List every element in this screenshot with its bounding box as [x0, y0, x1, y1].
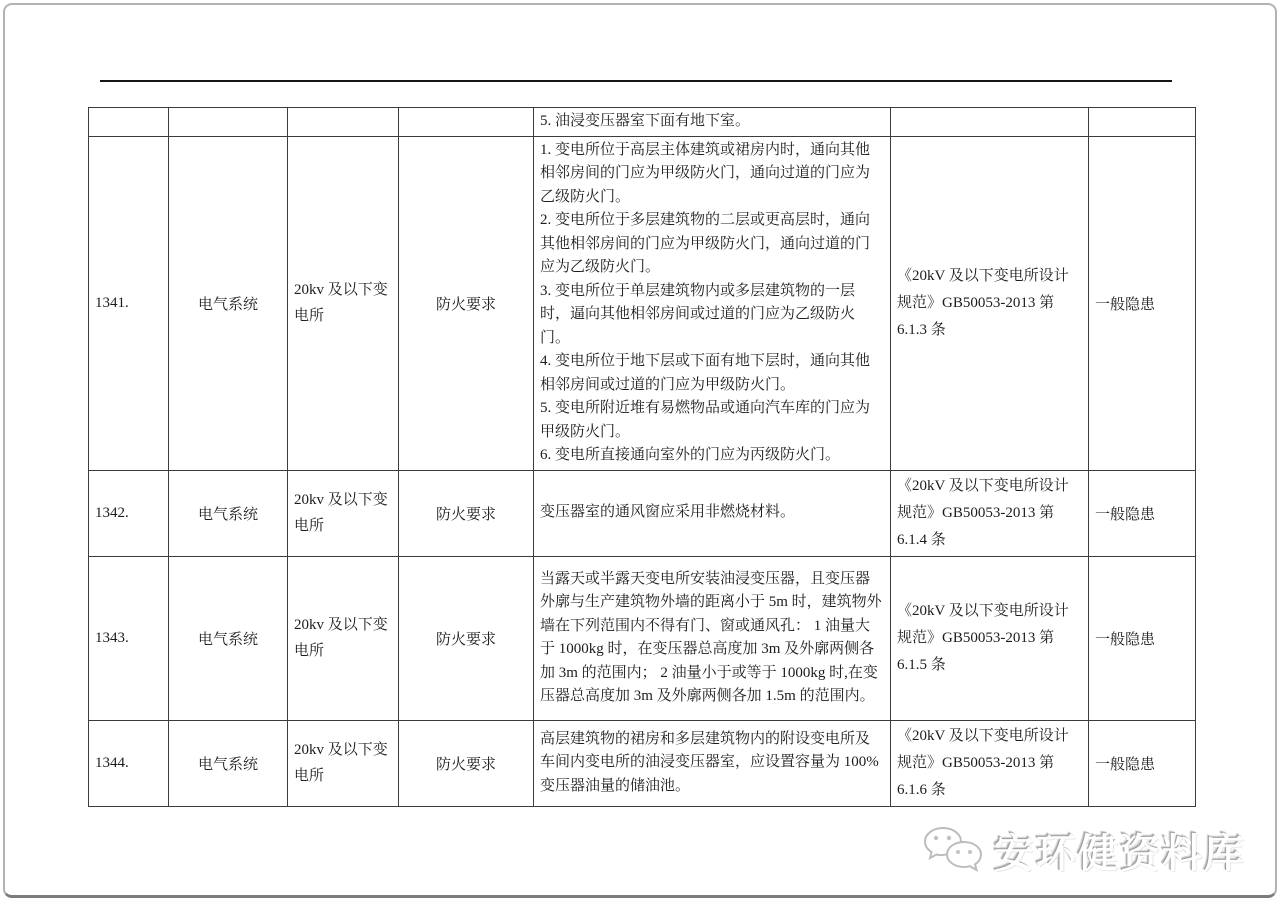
cell-level [1089, 108, 1196, 137]
cell-serial: 1344. [89, 720, 169, 806]
watermark-label: 安环健资料库 [994, 831, 1246, 876]
cell-requirement [534, 470, 891, 556]
requirement-paragraph: 高层建筑物的裙房和多层建筑物内的附设变电所及车间内变电所的油浸变压器室，应设置容量为 100%变压器油量的储油池。 [540, 730, 879, 794]
cell-level: 一般隐患 [1089, 720, 1196, 806]
requirement-paragraph: 2. 变电所位于多层建筑物的二层或更高层时，通向其他相邻房间的门应为甲级防火门，通向过道的门应为乙级防火门。 [540, 212, 871, 275]
wechat-icon [922, 825, 984, 877]
cell-facility: 20kv 及以下变电所 [288, 556, 399, 720]
cell-system: 电气系统 [169, 136, 288, 470]
cell-basis: 《20kV 及以下变电所设计规范》GB50053-2013 第 6.1.3 条 [891, 136, 1089, 470]
cell-item: 防火要求 [399, 556, 534, 720]
cell-basis: 《20kV 及以下变电所设计规范》GB50053-2013 第 6.1.4 条 [891, 470, 1089, 556]
cell-system: 电气系统 [169, 556, 288, 720]
requirement-paragraph: 3. 变电所位于单层建筑物内或多层建筑物的一层时，逼向其他相邻房间或过道的门应为乙级防火门。 [540, 282, 856, 346]
cell-basis: 《20kV 及以下变电所设计规范》GB50053-2013 第 6.1.6 条 [891, 720, 1089, 806]
header-rule [100, 80, 1172, 82]
cell-item: 防火要求 [399, 470, 534, 556]
cell-facility [288, 108, 399, 137]
hazard-checklist-table [88, 107, 1196, 807]
cell-basis: 《20kV 及以下变电所设计规范》GB50053-2013 第 6.1.5 条 [891, 556, 1089, 720]
table-row [89, 720, 1196, 806]
cell-requirement [534, 136, 891, 470]
cell-item [399, 108, 534, 137]
cell-system: 电气系统 [169, 470, 288, 556]
requirement-paragraph: 5. 变电所附近堆有易燃物品或通向汽车库的门应为甲级防火门。 [540, 400, 871, 440]
cell-serial: 1343. [89, 556, 169, 720]
requirement-paragraph: 1. 变电所位于高层主体建筑或裙房内时，通向其他相邻房间的门应为甲级防火门，通向过道的门应为乙级防火门。 [540, 141, 871, 205]
table-row [89, 556, 1196, 720]
requirement-paragraph: 5. 油浸变压器室下面有地下室。 [540, 113, 751, 129]
cell-system [169, 108, 288, 137]
cell-level: 一般隐患 [1089, 556, 1196, 720]
watermark [922, 822, 1246, 879]
cell-basis [891, 108, 1089, 137]
cell-level: 一般隐患 [1089, 470, 1196, 556]
cell-facility: 20kv 及以下变电所 [288, 136, 399, 470]
table-row [89, 136, 1196, 470]
table-row [89, 470, 1196, 556]
cell-item: 防火要求 [399, 136, 534, 470]
cell-requirement [534, 556, 891, 720]
cell-serial [89, 108, 169, 137]
requirement-paragraph: 当露天或半露天变电所安装油浸变压器，且变压器外廓与生产建筑物外墙的距离小于 5m 时，建筑物外墙在下列范围内不得有门、窗或通风孔： 1 油量大于 1000kg 时，在变压器总高度加 3m 及外廓两侧各加 3m 的范围内； 2 油量小于或等于 1000kg 时,在变压器总高度加 3m 及外廓两侧各加 1.5m 的范围内。 [540, 570, 882, 704]
requirement-paragraph: 6. 变电所直接通向室外的门应为丙级防火门。 [540, 447, 841, 463]
table-row [89, 108, 1196, 137]
cell-level: 一般隐患 [1089, 136, 1196, 470]
requirement-paragraph: 4. 变电所位于地下层或下面有地下层时，通向其他相邻房间或过道的门应为甲级防火门。 [540, 353, 871, 393]
cell-serial: 1341. [89, 136, 169, 470]
cell-requirement [534, 720, 891, 806]
cell-item: 防火要求 [399, 720, 534, 806]
table-body [89, 108, 1196, 807]
cell-facility: 20kv 及以下变电所 [288, 470, 399, 556]
cell-requirement [534, 108, 891, 137]
cell-system: 电气系统 [169, 720, 288, 806]
cell-facility: 20kv 及以下变电所 [288, 720, 399, 806]
requirement-paragraph: 变压器室的通风窗应采用非燃烧材料。 [540, 504, 796, 521]
cell-serial: 1342. [89, 470, 169, 556]
